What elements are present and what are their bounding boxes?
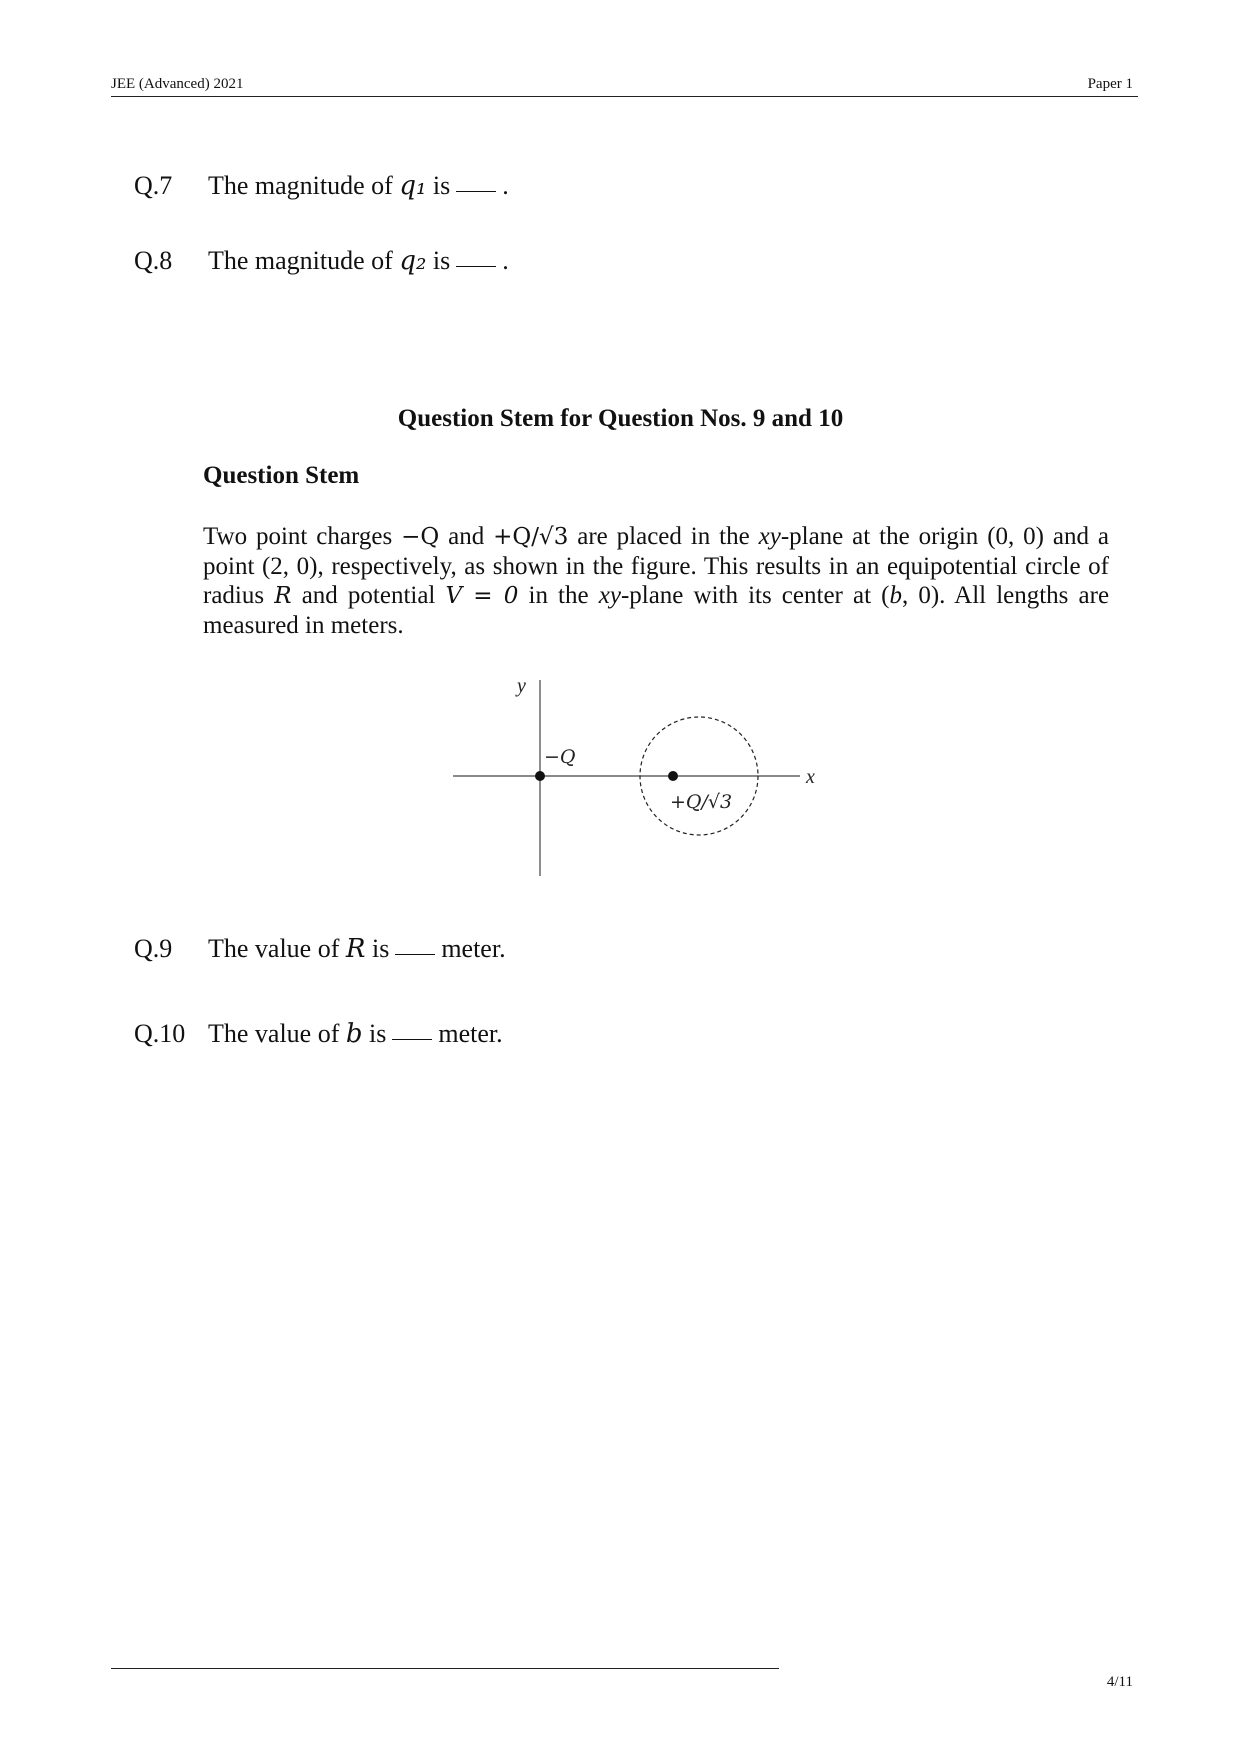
question-text — [208, 246, 509, 275]
question-number: Q.10 — [134, 1019, 186, 1048]
question-8 — [134, 245, 509, 277]
radius-variable: R — [274, 583, 292, 609]
question-end: meter. — [441, 934, 506, 963]
stem-body — [203, 522, 1109, 640]
question-suffix: is — [432, 171, 451, 200]
stem-text: are placed in the — [577, 523, 750, 550]
question-prefix: The value of — [208, 934, 340, 963]
plane-label: xy — [758, 523, 781, 550]
question-prefix: The value of — [208, 1019, 340, 1048]
stem-label: Question Stem — [203, 462, 360, 489]
question-text — [208, 934, 506, 963]
question-end: meter. — [438, 1019, 503, 1048]
stem-text: , 0). All lengths are measured in meters. — [203, 582, 1110, 639]
charge-label-point: +Q/√3 — [670, 791, 733, 813]
question-end: . — [502, 171, 509, 200]
question-variable: q₂ — [399, 246, 427, 276]
question-prefix: The magnitude of — [208, 246, 393, 275]
plane-label: xy — [598, 582, 621, 609]
potential-equation: V = 0 — [445, 583, 519, 609]
question-number: Q.8 — [134, 246, 173, 275]
charge-negative: −Q — [401, 524, 440, 550]
y-axis-label: y — [517, 675, 526, 697]
stem-text: in the — [528, 582, 589, 609]
question-variable: R — [345, 934, 366, 964]
question-text — [208, 1019, 503, 1048]
question-suffix: is — [369, 1019, 387, 1048]
charge-positive: +Q/√3 — [493, 524, 569, 550]
page-number: 4/11 — [1106, 1674, 1133, 1690]
question-end: . — [502, 246, 509, 275]
x-axis-label: x — [806, 766, 815, 788]
question-prefix: The magnitude of — [208, 171, 393, 200]
stem-text: -plane at the origin (0, 0) and a point (2, 0), respectively, as shown in the figure. This results in an equipotential circle of radius — [203, 523, 1110, 609]
answer-blank — [456, 190, 496, 192]
header-paper-label: Paper 1 — [1087, 76, 1133, 92]
charge-dot-origin — [535, 771, 545, 781]
answer-blank — [395, 953, 435, 955]
charge-dot-point — [668, 771, 678, 781]
answer-blank — [392, 1038, 432, 1040]
stem-text: and potential — [301, 582, 436, 609]
question-suffix: is — [432, 246, 451, 275]
header-exam-title: JEE (Advanced) 2021 — [111, 76, 244, 92]
question-10 — [134, 1018, 503, 1050]
question-number: Q.9 — [134, 934, 173, 963]
question-number: Q.7 — [134, 171, 173, 200]
center-variable: b — [889, 582, 902, 609]
question-7 — [134, 170, 509, 202]
header-divider — [111, 96, 1138, 97]
question-suffix: is — [371, 934, 390, 963]
charge-label-origin: −Q — [544, 746, 576, 768]
stem-text: and — [448, 523, 485, 550]
question-9 — [134, 933, 506, 965]
answer-blank — [456, 265, 496, 267]
question-text — [208, 171, 509, 200]
question-variable: q₁ — [399, 171, 427, 201]
stem-text: -plane with its center at ( — [620, 582, 890, 609]
stem-text: Two point charges — [203, 523, 393, 550]
question-variable: b — [345, 1019, 363, 1049]
footer-divider — [111, 1668, 779, 1669]
stem-heading: Question Stem for Question Nos. 9 and 10 — [397, 405, 844, 432]
charge-figure — [440, 670, 840, 890]
